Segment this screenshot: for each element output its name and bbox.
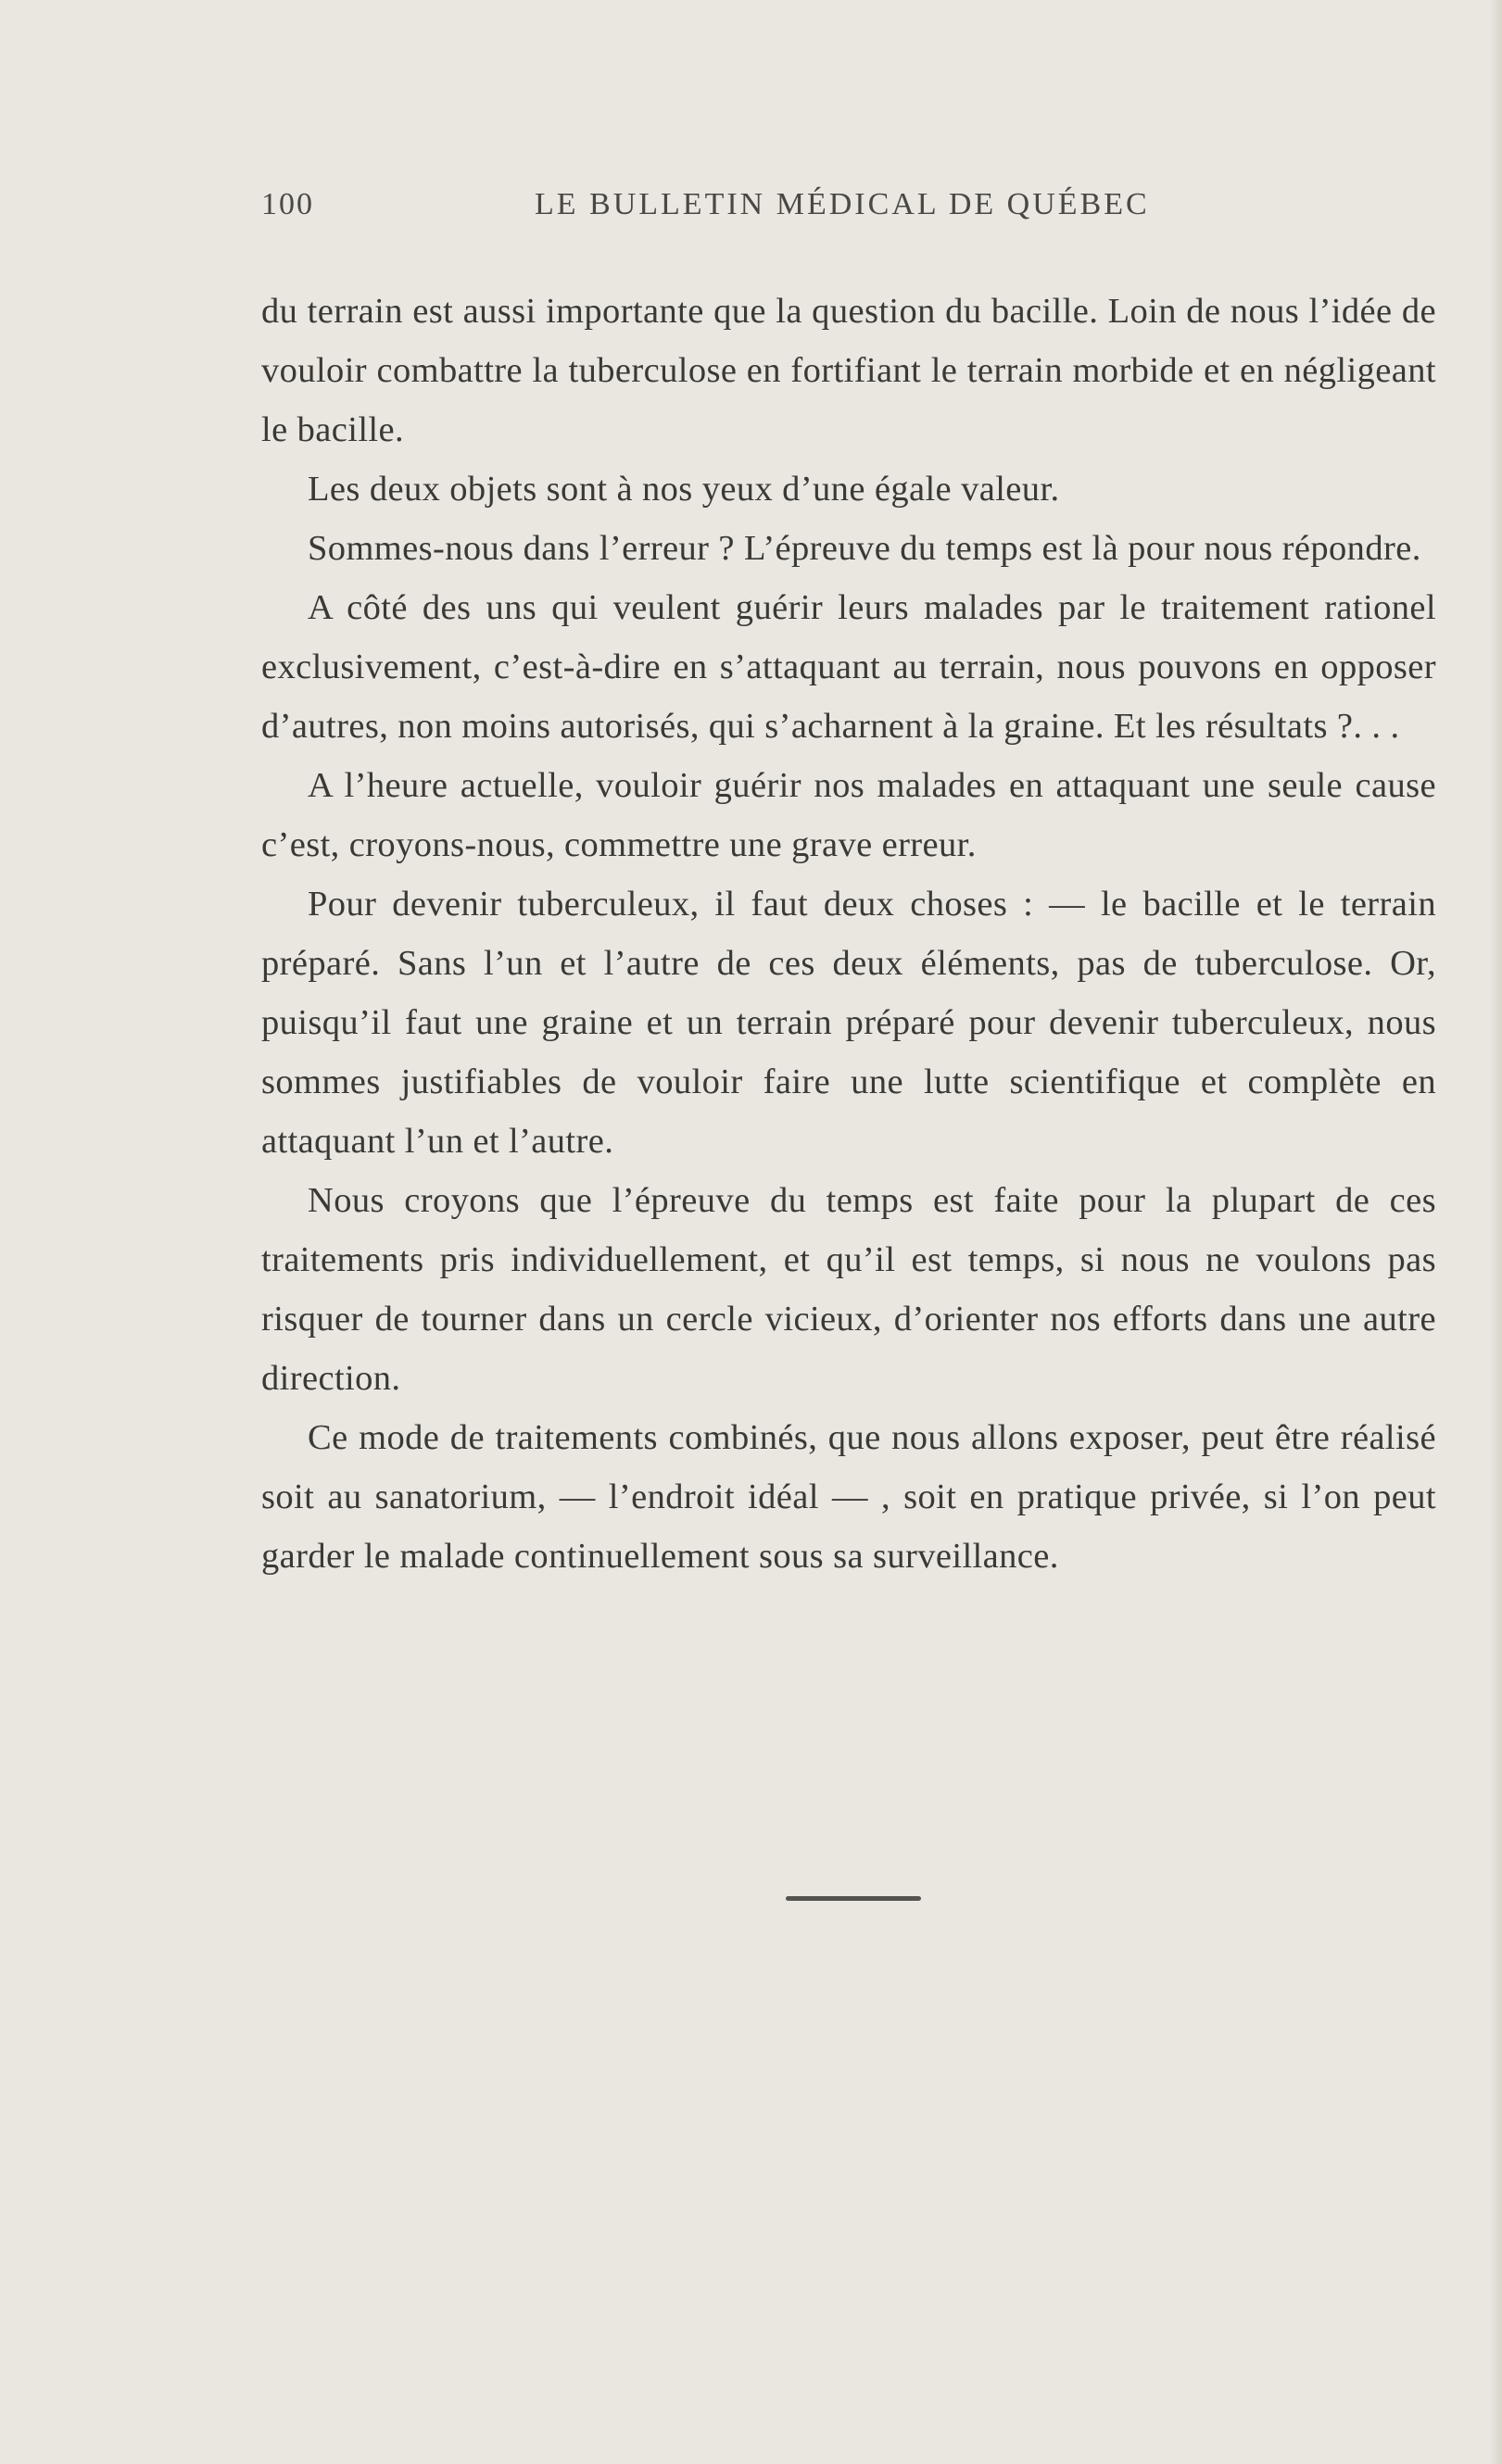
page-number: 100 <box>261 187 314 221</box>
paragraph: Nous croyons que l’épreuve du temps est faite pour la plupart de ces traitements pris individuellement, et qu’il est temps, si nous ne voulons pas risquer de tourner dans un cercle vicieux, d’orienter nos efforts dans une autre direction. <box>261 1181 1436 1398</box>
journal-title: LE BULLETIN MÉDICAL DE QUÉBEC <box>535 187 1150 221</box>
page-edge <box>1489 0 1502 2464</box>
paragraph: Sommes-nous dans l’erreur ? L’épreuve du temps est là pour nous répondre. <box>308 529 1421 568</box>
paragraph: du terrain est aussi importante que la question du bacille. Loin de nous l’idée de vouloir combattre la tuberculose en fortifiant le terrain morbide et en négligeant le bacille. <box>261 292 1436 449</box>
paragraph: Ce mode de traitements combinés, que nous allons exposer, peut être réalisé soit au sanatorium, — l’endroit idéal — , soit en pratique privée, si l’on peut garder le malade continuellement sous sa surveillance. <box>261 1418 1436 1576</box>
paragraph: Pour devenir tuberculeux, il faut deux choses : — le bacille et le terrain préparé. Sans l’un et l’autre de ces deux éléments, pas de tuberculose. Or, puisqu’il faut une graine et un terrain préparé pour devenir tuberculeux, nous sommes justifiables de vouloir faire une lutte scientifique et complète en attaquant l’un et l’autre. <box>261 885 1436 1161</box>
running-head <box>261 187 1188 228</box>
paragraph: A côté des uns qui veulent guérir leurs malades par le traitement rationel exclusivement, c’est-à-dire en s’attaquant au terrain, nous pouvons en opposer d’autres, non moins autorisés, qui s’acharnent à la graine. Et les résultats ?. . . <box>261 588 1436 746</box>
section-end-rule <box>786 1896 921 1901</box>
body-text <box>261 282 1436 1586</box>
paragraph: A l’heure actuelle, vouloir guérir nos malades en attaquant une seule cause c’est, croyons-nous, commettre une grave erreur. <box>261 766 1436 864</box>
paragraph: Les deux objets sont à nos yeux d’une égale valeur. <box>308 470 1060 509</box>
